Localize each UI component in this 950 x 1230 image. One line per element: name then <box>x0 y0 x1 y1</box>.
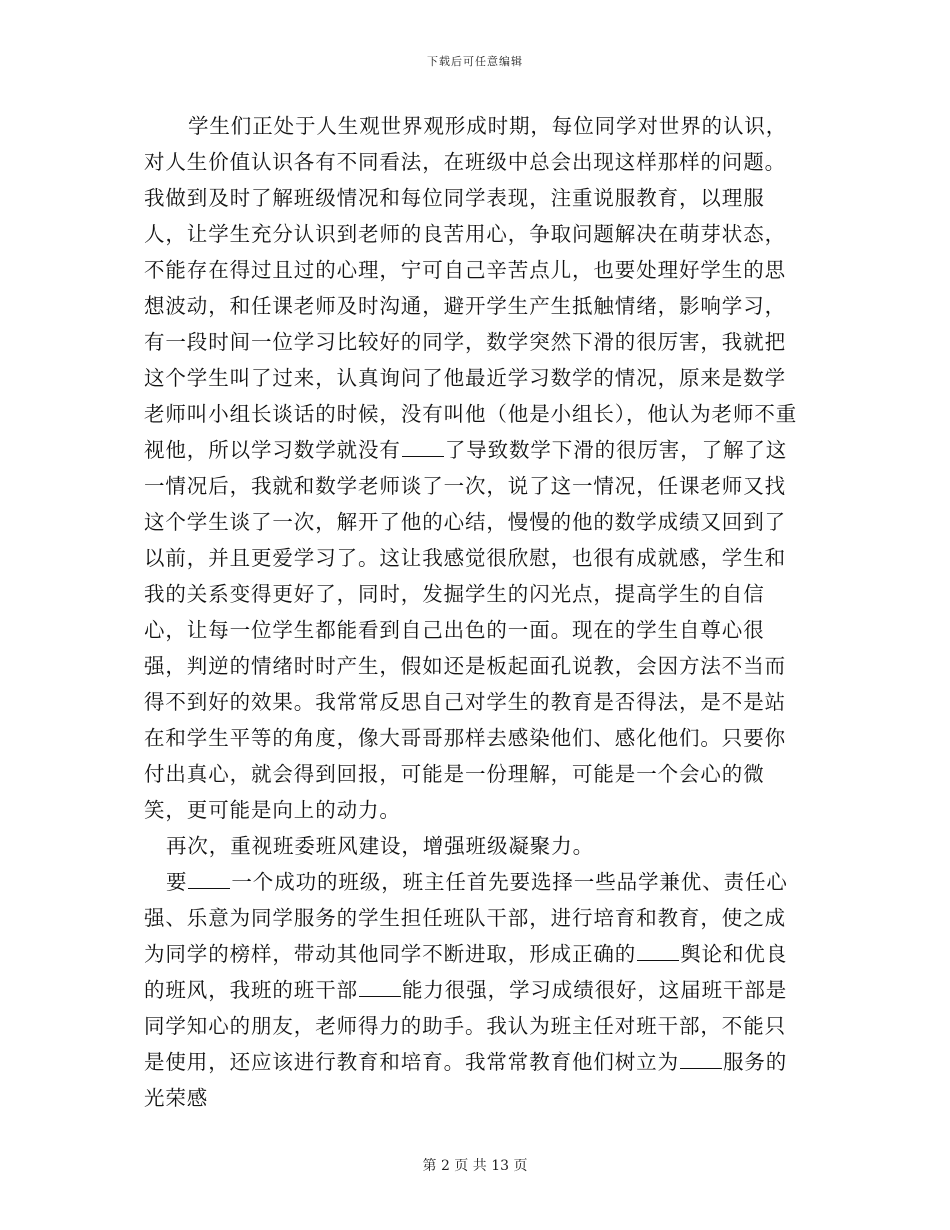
paragraph-3-text-d: 能力很强，学习成绩很好，这届班干部是同学知心的朋友，老师得力的助手。我认为班主任对班干部，不能只是使用，还应该进行教育和培育。我常常教育他们树立为 <box>144 978 788 1074</box>
fill-blank <box>188 866 230 889</box>
paragraph-3-text-e: 服务的光荣感 <box>144 1050 788 1110</box>
fill-blank <box>680 1046 722 1069</box>
fill-blank <box>359 974 401 997</box>
paragraph-3-text-c: 舆论和优良的班风，我班的班干部 <box>144 942 788 1002</box>
paragraph-3-text-b: 一个成功的班级，班主任首先要选择一些品学兼优、责任心强、乐意为同学服务的学生担任班队干部，进行培育和教育，使之成为同学的榜样，带动其他同学不断进取，形成正确的 <box>144 870 788 966</box>
document-body <box>144 108 804 1116</box>
paragraph-3 <box>144 864 804 1116</box>
paragraph-1-text-a: 学生们正处于人生观世界观形成时期，每位同学对世界的认识，对人生价值认识各有不同看法，在班级中总会出现这样那样的问题。我做到及时了解班级情况和每位同学表现，注重说服教育，以理服人，让学生充分认识到老师的良苦用心，争取问题解决在萌芽状态，不能存在得过且过的心理，宁可自己辛苦点儿，也要处理好学生的思想波动，和任课老师及时沟通，避开学生产生抵触情绪，影响学习，有一段时间一位学习比较好的同学，数学突然下滑的很厉害，我就把这个学生叫了过来，认真询问了他最近学习数学的情况，原来是数学老师叫小组长谈话的时候，没有叫他（他是小组长），他认为老师不重视他，所以学习数学就没有 <box>144 114 798 462</box>
page-header-note: 下载后可任意编辑 <box>427 55 523 68</box>
page-number: 第 2 页 共 13 页 <box>422 1158 528 1174</box>
paragraph-3-text-a: 要 <box>166 870 188 894</box>
fill-blank <box>637 938 679 961</box>
section-heading: 再次，重视班委班风建设，增强班级凝聚力。 <box>166 834 594 858</box>
paragraph-1 <box>144 108 804 828</box>
fill-blank <box>402 434 444 457</box>
paragraph-1-text-b: 了导致数学下滑的很厉害，了解了这一情况后，我就和数学老师谈了一次，说了这一情况，任课老师又找这个学生谈了一次，解开了他的心结，慢慢的他的数学成绩又回到了以前，并且更爱学习了。这让我感觉很欣慰，也很有成就感，学生和我的关系变得更好了，同时，发掘学生的闪光点，提高学生的自信心，让每一位学生都能看到自己出色的一面。现在的学生自尊心很强，判逆的情绪时时产生，假如还是板起面孔说教，会因方法不当而得不到好的效果。我常常反思自己对学生的教育是否得法，是不是站在和学生平等的角度，像大哥哥那样去感染他们、感化他们。只要你付出真心，就会得到回报，可能是一份理解，可能是一个会心的微笑，更可能是向上的动力。 <box>144 438 788 822</box>
